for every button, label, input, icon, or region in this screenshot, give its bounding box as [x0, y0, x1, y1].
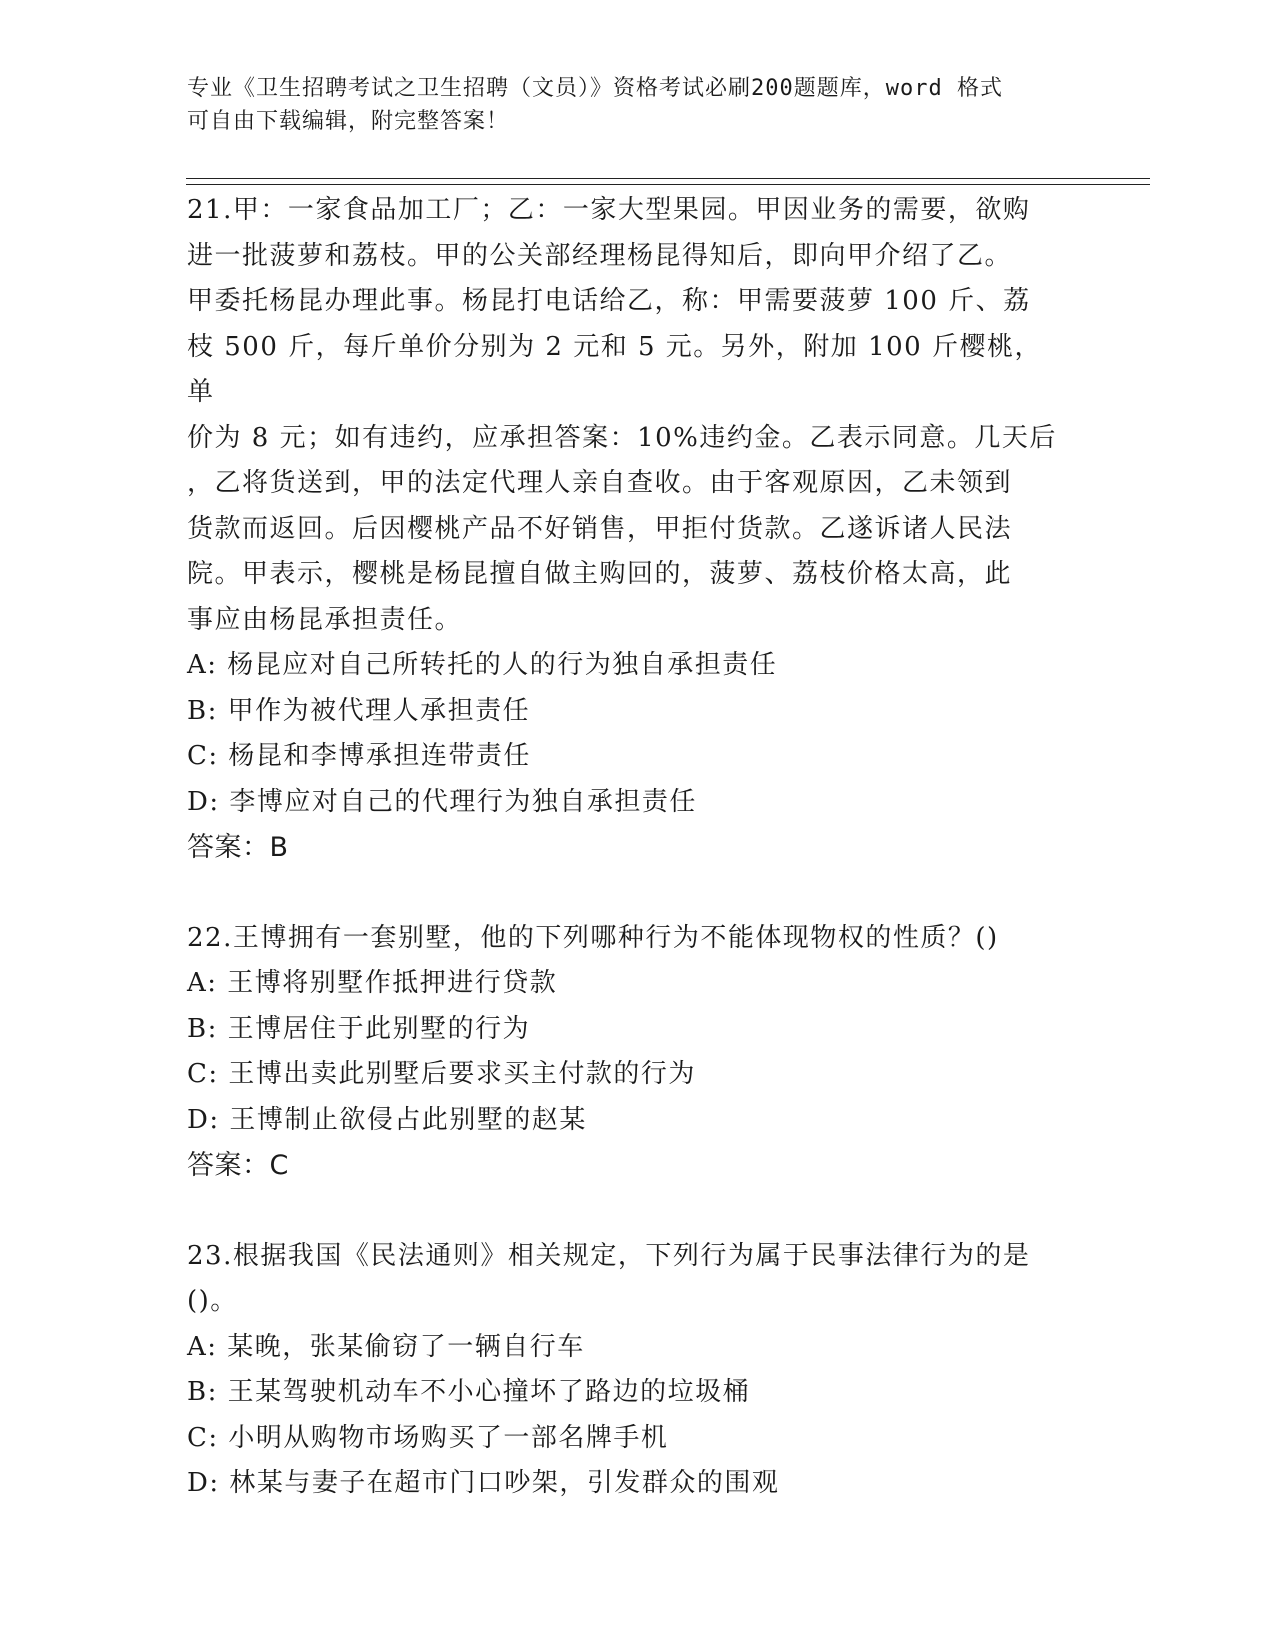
question-23	[187, 1234, 1067, 1507]
document-header	[187, 72, 1067, 138]
option-c: C: 王博出卖此别墅后要求买主付款的行为	[187, 1059, 696, 1089]
question-text-line: 23.根据我国《民法通则》相关规定，下列行为属于民事法律行为的是	[187, 1240, 1031, 1271]
question-text-line: 甲委托杨昆办理此事。杨昆打电话给乙，称：甲需要菠萝 100 斤、荔	[187, 286, 1031, 316]
answer-label: 答案：B	[187, 832, 289, 863]
option-a: A: 某晚，张某偷窃了一辆自行车	[187, 1331, 585, 1362]
question-text-line: 事应由杨昆承担责任。	[187, 604, 463, 635]
question-text-line: ()。	[187, 1286, 238, 1316]
option-d: D: 王博制止欲侵占此别墅的赵某	[187, 1104, 587, 1135]
question-spacer	[187, 1189, 1067, 1234]
question-list	[187, 188, 1067, 1507]
header-line-1: 专业《卫生招聘考试之卫生招聘（文员）》资格考试必刷200题题库，word 格式	[187, 76, 1003, 101]
option-c: C: 小明从购物市场购买了一部名牌手机	[187, 1422, 669, 1453]
option-d: D: 李博应对自己的代理行为独自承担责任	[187, 786, 697, 817]
option-c: C: 杨昆和李博承担连带责任	[187, 741, 531, 771]
option-a: A: 杨昆应对自己所转托的人的行为独自承担责任	[187, 650, 778, 680]
header-divider-top	[186, 178, 1150, 179]
question-text-line: 货款而返回。后因樱桃产品不好销售，甲拒付货款。乙遂诉诸人民法	[187, 513, 1013, 544]
question-22	[187, 916, 1067, 1189]
option-b: B: 甲作为被代理人承担责任	[187, 695, 531, 726]
header-line-2: 可自由下载编辑，附完整答案！	[187, 109, 510, 134]
question-text-line: 进一批菠萝和荔枝。甲的公关部经理杨昆得知后，即向甲介绍了乙。	[187, 240, 1013, 271]
header-divider-bottom	[186, 184, 1150, 185]
question-text-line: 价为 8 元；如有违约，应承担答案：10%违约金。乙表示同意。几天后	[187, 422, 1057, 453]
question-spacer	[187, 871, 1067, 916]
question-text-line: ，乙将货送到，甲的法定代理人亲自查收。由于客观原因，乙未领到	[187, 468, 1013, 498]
question-text-line: 21.甲：一家食品加工厂；乙：一家大型果园。甲因业务的需要，欲购	[187, 195, 1031, 225]
option-b: B: 王某驾驶机动车不小心撞坏了路边的垃圾桶	[187, 1377, 751, 1407]
answer-label: 答案：C	[187, 1150, 289, 1181]
question-text-line: 枝 500 斤，每斤单价分别为 2 元和 5 元。另外，附加 100 斤樱桃，单	[187, 331, 1042, 407]
option-d: D: 林某与妻子在超市门口吵架，引发群众的围观	[187, 1468, 780, 1498]
question-text-line: 院。甲表示，樱桃是杨昆擅自做主购回的，菠萝、荔枝价格太高，此	[187, 559, 1013, 589]
question-text-line: 22.王博拥有一套别墅，他的下列哪种行为不能体现物权的性质？()	[187, 922, 999, 953]
question-21	[187, 188, 1067, 871]
option-b: B: 王博居住于此别墅的行为	[187, 1013, 531, 1044]
option-a: A: 王博将别墅作抵押进行贷款	[187, 968, 558, 998]
